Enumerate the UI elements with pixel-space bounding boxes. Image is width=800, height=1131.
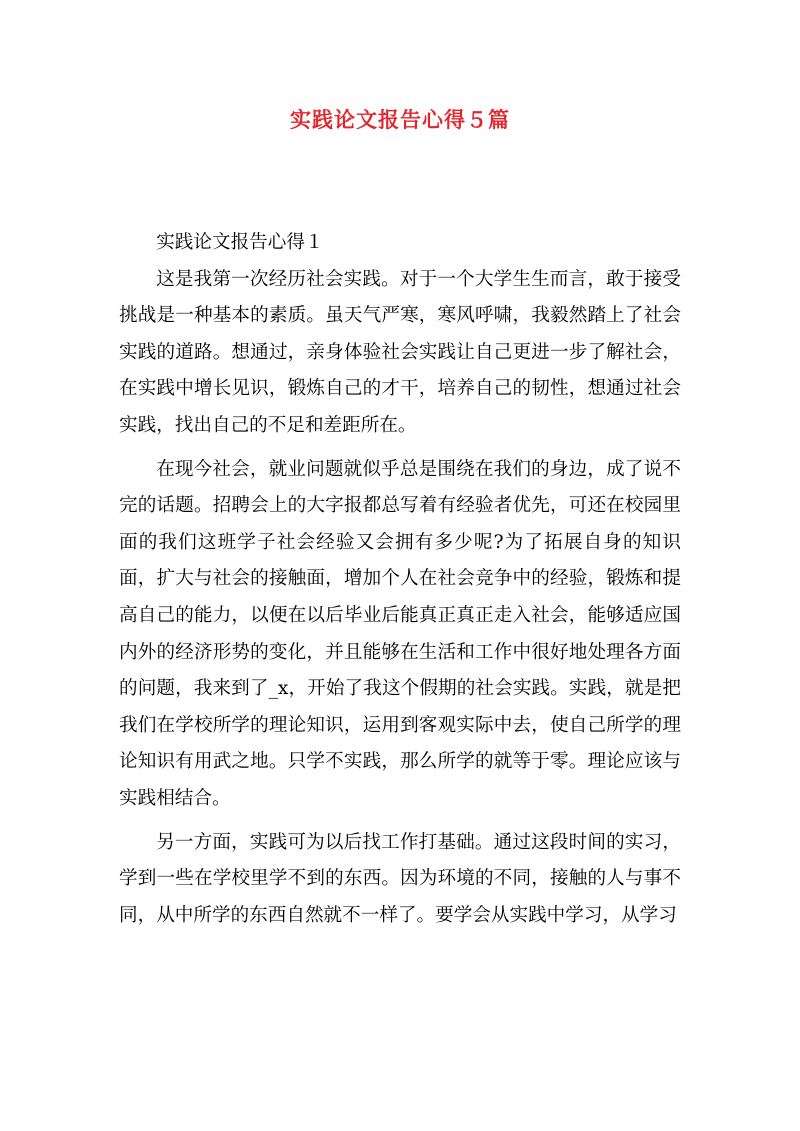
body-paragraph-1: 这是我第一次经历社会实践。对于一个大学生生而言，敢于接受挑战是一种基本的素质。虽天气严寒，寒风呼啸，我毅然踏上了社会实践的道路。想通过，亲身体验社会实践让自己更进一步了解社会，在实践中增长见识，锻炼自己的才干，培养自己的韧性，想通过社会实践，找出自己的不足和差距所在。 bbox=[119, 268, 681, 436]
body-paragraph-3: 另一方面，实践可为以后找工作打基础。通过这段时间的实习，学到一些在学校里学不到的东西。因为环境的不同，接触的人与事不同，从中所学的东西自然就不一样了。要学会从实践中学习，从学习 bbox=[119, 831, 681, 926]
body-paragraph-2: 在现今社会，就业问题就似乎总是围绕在我们的身边，成了说不完的话题。招聘会上的大字报都总写着有经验者优先，可还在校园里面的我们这班学子社会经验又会拥有多少呢?为了拓展自身的知识面，扩大与社会的接触面，增加个人在社会竞争中的经验，锻炼和提高自己的能力，以便在以后毕业后能真正真正走入社会，能够适应国内外的经济形势的变化，并且能够在生活和工作中很好地处理各方面的问题，我来到了_x，开始了我这个假期的社会实践。实践，就是把我们在学校所学的理论知识，运用到客观实际中去，使自己所学的理论知识有用武之地。只学不实践，那么所学的就等于零。理论应该与实践相结合。 bbox=[119, 458, 681, 809]
document-title: 实践论文报告心得５篇 bbox=[290, 107, 510, 132]
document-body bbox=[119, 225, 681, 941]
section-heading: 实践论文报告心得１ bbox=[156, 232, 324, 253]
